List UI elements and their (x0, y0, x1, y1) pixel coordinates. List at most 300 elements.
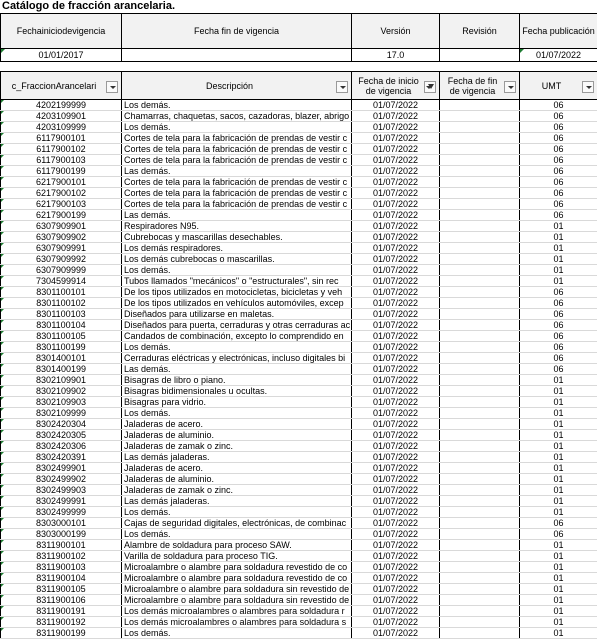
start-date-cell[interactable]: 01/07/2022 (352, 287, 440, 298)
umt-cell[interactable]: 01 (520, 397, 597, 408)
code-cell[interactable] (1, 485, 122, 496)
description-cell[interactable]: Las demás jaladeras. (122, 496, 352, 507)
code-cell[interactable] (1, 353, 122, 364)
start-date-cell[interactable]: 01/07/2022 (352, 122, 440, 133)
umt-cell[interactable]: 01 (520, 276, 597, 287)
column-header-description[interactable] (122, 72, 352, 100)
start-date-cell[interactable]: 01/07/2022 (352, 232, 440, 243)
start-date-cell[interactable]: 01/07/2022 (352, 507, 440, 518)
description-cell[interactable]: Los demás. (122, 100, 352, 111)
end-date-cell[interactable] (440, 122, 520, 133)
description-cell[interactable]: Chamarras, chaquetas, sacos, cazadoras, blazer, abrigo (122, 111, 352, 122)
code-cell[interactable] (1, 254, 122, 265)
end-date-cell[interactable] (440, 386, 520, 397)
code-cell[interactable] (1, 386, 122, 397)
end-date-cell[interactable] (440, 276, 520, 287)
code-cell[interactable] (1, 265, 122, 276)
code-value: 8311900192 (36, 617, 86, 627)
umt-cell[interactable]: 06 (520, 100, 597, 111)
end-date-cell[interactable] (440, 441, 520, 452)
code-cell[interactable] (1, 507, 122, 518)
end-date-cell[interactable] (440, 298, 520, 309)
code-value: 8301100104 (36, 320, 86, 330)
umt-cell[interactable]: 01 (520, 496, 597, 507)
cell-error-indicator-icon (1, 342, 4, 345)
umt-cell[interactable]: 06 (520, 320, 597, 331)
start-date-cell[interactable]: 01/07/2022 (352, 573, 440, 584)
start-date-cell[interactable]: 01/07/2022 (352, 386, 440, 397)
end-date-cell[interactable] (440, 353, 520, 364)
end-date-cell[interactable] (440, 166, 520, 177)
description-cell[interactable]: Las demás. (122, 364, 352, 375)
table-row (1, 573, 597, 584)
code-cell[interactable] (1, 276, 122, 287)
code-cell[interactable] (1, 287, 122, 298)
umt-cell[interactable]: 06 (520, 287, 597, 298)
start-date-cell[interactable]: 01/07/2022 (352, 199, 440, 210)
start-date-cell[interactable]: 01/07/2022 (352, 364, 440, 375)
table-row (1, 353, 597, 364)
end-date-cell[interactable] (440, 309, 520, 320)
start-date-cell[interactable]: 01/07/2022 (352, 408, 440, 419)
umt-cell[interactable]: 01 (520, 540, 597, 551)
code-cell[interactable] (1, 551, 122, 562)
description-cell[interactable]: Microalambre o alambre para soldadura sin revestido de (122, 595, 352, 606)
umt-cell[interactable]: 01 (520, 452, 597, 463)
code-cell[interactable] (1, 496, 122, 507)
description-cell[interactable]: Cubrebocas y mascarillas desechables. (122, 232, 352, 243)
umt-cell[interactable]: 01 (520, 606, 597, 617)
start-date-cell[interactable]: 01/07/2022 (352, 111, 440, 122)
code-cell[interactable] (1, 199, 122, 210)
description-cell[interactable]: Los demás microalambres o alambres para soldadura r (122, 606, 352, 617)
code-value: 8302420305 (35, 430, 87, 440)
start-date-cell[interactable]: 01/07/2022 (352, 584, 440, 595)
umt-cell[interactable]: 01 (520, 474, 597, 485)
umt-cell[interactable]: 06 (520, 210, 597, 221)
description-cell[interactable]: Los demás. (122, 408, 352, 419)
code-cell[interactable] (1, 452, 122, 463)
start-date-cell[interactable]: 01/07/2022 (352, 100, 440, 111)
meta-header-version[interactable]: Versión (352, 14, 440, 49)
code-value: 4203109901 (35, 111, 87, 121)
column-header-description-label: Descripción (205, 80, 254, 91)
description-cell[interactable]: Los demás. (122, 122, 352, 133)
umt-cell[interactable]: 01 (520, 617, 597, 628)
description-cell[interactable]: Las demás. (122, 166, 352, 177)
end-date-cell[interactable] (440, 375, 520, 386)
code-cell[interactable] (1, 364, 122, 375)
end-date-cell[interactable] (440, 540, 520, 551)
code-cell[interactable] (1, 518, 122, 529)
column-header-umt[interactable] (520, 72, 597, 100)
start-date-cell[interactable]: 01/07/2022 (352, 496, 440, 507)
end-date-cell[interactable] (440, 111, 520, 122)
description-cell[interactable]: Los demás. (122, 507, 352, 518)
filter-active-dropdown-icon[interactable] (424, 81, 436, 93)
description-cell[interactable]: Los demás respiradores. (122, 243, 352, 254)
start-date-cell[interactable]: 01/07/2022 (352, 221, 440, 232)
cell-error-indicator-icon (1, 243, 4, 246)
code-cell[interactable] (1, 375, 122, 386)
meta-header-start-date[interactable]: Fechainiciodevigencia (1, 14, 122, 49)
umt-cell[interactable]: 01 (520, 243, 597, 254)
code-cell[interactable] (1, 628, 122, 639)
start-date-cell[interactable]: 01/07/2022 (352, 595, 440, 606)
filter-dropdown-icon[interactable] (582, 81, 594, 93)
end-date-cell[interactable] (440, 232, 520, 243)
description-cell[interactable]: Cortes de tela para la fabricación de prendas de vestir c (122, 155, 352, 166)
cell-error-indicator-icon (1, 496, 4, 499)
start-date-cell[interactable]: 01/07/2022 (352, 298, 440, 309)
end-date-cell[interactable] (440, 551, 520, 562)
start-date-cell[interactable]: 01/07/2022 (352, 144, 440, 155)
table-row (1, 111, 597, 122)
umt-cell[interactable]: 01 (520, 221, 597, 232)
code-value: 6307909901 (35, 221, 87, 231)
code-cell[interactable] (1, 474, 122, 485)
table-row (1, 628, 597, 639)
umt-cell[interactable]: 06 (520, 342, 597, 353)
start-date-cell[interactable]: 01/07/2022 (352, 562, 440, 573)
description-cell[interactable]: Los demás. (122, 628, 352, 639)
table-row (1, 287, 597, 298)
cell-error-indicator-icon (1, 144, 4, 147)
description-cell[interactable]: Jaladeras de zamak o zinc. (122, 485, 352, 496)
start-date-cell[interactable]: 01/07/2022 (352, 243, 440, 254)
end-date-cell[interactable] (440, 199, 520, 210)
start-date-cell[interactable]: 01/07/2022 (352, 342, 440, 353)
code-cell[interactable] (1, 397, 122, 408)
code-cell[interactable] (1, 617, 122, 628)
code-value: 6217900199 (35, 210, 87, 220)
start-date-cell[interactable]: 01/07/2022 (352, 441, 440, 452)
cell-error-indicator-icon (1, 540, 4, 543)
umt-cell[interactable]: 01 (520, 254, 597, 265)
code-cell[interactable] (1, 309, 122, 320)
code-cell[interactable] (1, 595, 122, 606)
column-header-end-date[interactable] (440, 72, 520, 100)
umt-cell[interactable]: 01 (520, 595, 597, 606)
filter-dropdown-icon[interactable] (504, 81, 516, 93)
cell-error-indicator-icon (1, 276, 4, 279)
description-cell[interactable]: Cortes de tela para la fabricación de prendas de vestir c (122, 133, 352, 144)
funnel-icon (428, 84, 434, 89)
description-cell[interactable]: Alambre de soldadura para proceso SAW. (122, 540, 352, 551)
code-cell[interactable] (1, 584, 122, 595)
start-date-cell[interactable]: 01/07/2022 (352, 540, 440, 551)
code-cell[interactable] (1, 441, 122, 452)
column-header-code[interactable] (1, 72, 122, 100)
description-cell[interactable]: Bisagras de libro o piano. (122, 375, 352, 386)
description-cell[interactable]: Jaladeras de acero. (122, 463, 352, 474)
description-cell[interactable]: De los tipos utilizados en vehículos automóviles, excep (122, 298, 352, 309)
start-date-cell[interactable]: 01/07/2022 (352, 529, 440, 540)
umt-cell[interactable]: 06 (520, 144, 597, 155)
code-value: 8302499991 (35, 496, 87, 506)
table-row (1, 441, 597, 452)
end-date-cell[interactable] (440, 452, 520, 463)
umt-cell[interactable]: 01 (520, 562, 597, 573)
end-date-cell[interactable] (440, 562, 520, 573)
description-cell[interactable]: Los demás microalambres o alambres para soldadura s (122, 617, 352, 628)
start-date-cell[interactable]: 01/07/2022 (352, 177, 440, 188)
cell-error-indicator-icon (1, 507, 4, 510)
description-cell[interactable]: De los tipos utilizados en motocicletas, bicicletas y veh (122, 287, 352, 298)
code-cell[interactable] (1, 221, 122, 232)
umt-cell[interactable]: 06 (520, 331, 597, 342)
umt-cell[interactable]: 01 (520, 507, 597, 518)
meta-publication-date-cell[interactable] (520, 49, 597, 62)
start-date-cell[interactable]: 01/07/2022 (352, 430, 440, 441)
umt-cell[interactable]: 01 (520, 265, 597, 276)
code-cell[interactable] (1, 144, 122, 155)
description-cell[interactable]: Microalambre o alambre para soldadura revestido de co (122, 562, 352, 573)
description-cell[interactable]: Los demás. (122, 529, 352, 540)
table-row (1, 133, 597, 144)
meta-revision-cell[interactable] (440, 49, 520, 62)
end-date-cell[interactable] (440, 419, 520, 430)
umt-cell[interactable]: 06 (520, 188, 597, 199)
description-cell[interactable]: Microalambre o alambre para soldadura revestido de co (122, 573, 352, 584)
umt-cell[interactable]: 01 (520, 408, 597, 419)
end-date-cell[interactable] (440, 210, 520, 221)
end-date-cell[interactable] (440, 177, 520, 188)
umt-cell[interactable]: 06 (520, 111, 597, 122)
start-date-cell[interactable]: 01/07/2022 (352, 166, 440, 177)
description-cell[interactable]: Jaladeras de aluminio. (122, 430, 352, 441)
code-cell[interactable] (1, 243, 122, 254)
end-date-cell[interactable] (440, 320, 520, 331)
end-date-cell[interactable] (440, 254, 520, 265)
description-cell[interactable]: Jaladeras de aluminio. (122, 474, 352, 485)
start-date-cell[interactable]: 01/07/2022 (352, 485, 440, 496)
table-row (1, 430, 597, 441)
start-date-cell[interactable]: 01/07/2022 (352, 474, 440, 485)
end-date-cell[interactable] (440, 518, 520, 529)
description-cell[interactable]: Bisagras para vidrio. (122, 397, 352, 408)
code-cell[interactable] (1, 166, 122, 177)
end-date-cell[interactable] (440, 397, 520, 408)
code-cell[interactable] (1, 100, 122, 111)
start-date-cell[interactable]: 01/07/2022 (352, 551, 440, 562)
code-value: 8311900105 (36, 584, 86, 594)
end-date-cell[interactable] (440, 496, 520, 507)
table-row (1, 254, 597, 265)
end-date-cell[interactable] (440, 573, 520, 584)
umt-cell[interactable]: 06 (520, 199, 597, 210)
start-date-cell[interactable]: 01/07/2022 (352, 463, 440, 474)
description-cell[interactable]: Jaladeras de zamak o zinc. (122, 441, 352, 452)
end-date-cell[interactable] (440, 474, 520, 485)
start-date-cell[interactable]: 01/07/2022 (352, 254, 440, 265)
start-date-cell[interactable]: 01/07/2022 (352, 320, 440, 331)
code-cell[interactable] (1, 606, 122, 617)
description-cell[interactable]: Los demás. (122, 265, 352, 276)
description-cell[interactable]: Jaladeras de acero. (122, 419, 352, 430)
end-date-cell[interactable] (440, 529, 520, 540)
umt-cell[interactable]: 06 (520, 298, 597, 309)
end-date-cell[interactable] (440, 221, 520, 232)
umt-cell[interactable]: 01 (520, 485, 597, 496)
code-cell[interactable] (1, 122, 122, 133)
meta-start-date-cell[interactable] (1, 49, 122, 62)
cell-error-indicator-icon (1, 419, 4, 422)
code-cell[interactable] (1, 232, 122, 243)
code-cell[interactable] (1, 111, 122, 122)
end-date-cell[interactable] (440, 133, 520, 144)
start-date-cell[interactable]: 01/07/2022 (352, 309, 440, 320)
end-date-cell[interactable] (440, 331, 520, 342)
description-cell[interactable]: Cajas de seguridad digitales, electrónicas, de combinac (122, 518, 352, 529)
end-date-cell[interactable] (440, 287, 520, 298)
end-date-cell[interactable] (440, 430, 520, 441)
end-date-cell[interactable] (440, 265, 520, 276)
code-cell[interactable] (1, 562, 122, 573)
description-cell[interactable]: Varilla de soldadura para proceso TIG. (122, 551, 352, 562)
code-cell[interactable] (1, 540, 122, 551)
umt-cell[interactable]: 06 (520, 529, 597, 540)
meta-header-end-date[interactable]: Fecha fin de vigencia (122, 14, 352, 49)
meta-header-revision[interactable]: Revisión (440, 14, 520, 49)
meta-header-publication-date[interactable]: Fecha publicación (520, 14, 597, 49)
description-cell[interactable]: Tubos llamados "mecánicos" o "estructurales", sin rec (122, 276, 352, 287)
filter-dropdown-icon[interactable] (336, 81, 348, 93)
cell-error-indicator-icon (1, 595, 4, 598)
code-cell[interactable] (1, 419, 122, 430)
umt-cell[interactable]: 06 (520, 309, 597, 320)
umt-cell[interactable]: 06 (520, 177, 597, 188)
umt-cell[interactable]: 06 (520, 518, 597, 529)
description-cell[interactable]: Las demás jaladeras. (122, 452, 352, 463)
start-date-cell[interactable]: 01/07/2022 (352, 331, 440, 342)
code-cell[interactable] (1, 331, 122, 342)
start-date-cell[interactable]: 01/07/2022 (352, 265, 440, 276)
code-cell[interactable] (1, 408, 122, 419)
end-date-cell[interactable] (440, 507, 520, 518)
end-date-cell[interactable] (440, 243, 520, 254)
cell-error-indicator-icon (1, 518, 4, 521)
description-cell[interactable]: Cerraduras eléctricas y electrónicas, incluso digitales bi (122, 353, 352, 364)
start-date-cell[interactable]: 01/07/2022 (352, 133, 440, 144)
code-cell[interactable] (1, 320, 122, 331)
end-date-cell[interactable] (440, 628, 520, 639)
end-date-cell[interactable] (440, 584, 520, 595)
column-header-start-date[interactable] (352, 72, 440, 100)
code-cell[interactable] (1, 188, 122, 199)
umt-cell[interactable]: 01 (520, 573, 597, 584)
start-date-cell[interactable]: 01/07/2022 (352, 452, 440, 463)
umt-cell[interactable]: 01 (520, 232, 597, 243)
start-date-cell[interactable]: 01/07/2022 (352, 628, 440, 639)
end-date-cell[interactable] (440, 144, 520, 155)
code-cell[interactable] (1, 133, 122, 144)
umt-cell[interactable]: 01 (520, 463, 597, 474)
umt-cell[interactable]: 01 (520, 375, 597, 386)
description-cell[interactable]: Cortes de tela para la fabricación de prendas de vestir c (122, 144, 352, 155)
code-cell[interactable] (1, 298, 122, 309)
code-cell[interactable] (1, 463, 122, 474)
end-date-cell[interactable] (440, 155, 520, 166)
umt-cell[interactable]: 06 (520, 166, 597, 177)
end-date-cell[interactable] (440, 100, 520, 111)
description-cell[interactable]: Cortes de tela para la fabricación de prendas de vestir c (122, 177, 352, 188)
umt-cell[interactable]: 06 (520, 353, 597, 364)
start-date-cell[interactable]: 01/07/2022 (352, 617, 440, 628)
description-cell[interactable]: Los demás. (122, 342, 352, 353)
umt-cell[interactable]: 01 (520, 386, 597, 397)
umt-cell[interactable]: 01 (520, 584, 597, 595)
description-cell[interactable]: Los demás cubrebocas o mascarillas. (122, 254, 352, 265)
description-cell[interactable]: Candados de combinación, excepto lo comprendido en (122, 331, 352, 342)
filter-dropdown-icon[interactable] (106, 81, 118, 93)
description-cell[interactable]: Respiradores N95. (122, 221, 352, 232)
end-date-cell[interactable] (440, 485, 520, 496)
umt-cell[interactable]: 01 (520, 430, 597, 441)
end-date-cell[interactable] (440, 606, 520, 617)
table-body (1, 100, 597, 639)
code-cell[interactable] (1, 210, 122, 221)
start-date-cell[interactable]: 01/07/2022 (352, 375, 440, 386)
start-date-cell[interactable]: 01/07/2022 (352, 210, 440, 221)
start-date-cell[interactable]: 01/07/2022 (352, 606, 440, 617)
description-cell[interactable]: Las demás. (122, 210, 352, 221)
description-cell[interactable]: Microalambre o alambre para soldadura sin revestido de (122, 584, 352, 595)
code-cell[interactable] (1, 529, 122, 540)
start-date-cell[interactable]: 01/07/2022 (352, 276, 440, 287)
column-header-umt-label: UMT (541, 80, 562, 91)
meta-end-date-cell[interactable] (122, 49, 352, 62)
end-date-cell[interactable] (440, 463, 520, 474)
umt-cell[interactable]: 06 (520, 155, 597, 166)
description-cell[interactable]: Diseñados para utilizarse en maletas. (122, 309, 352, 320)
code-cell[interactable] (1, 177, 122, 188)
umt-cell[interactable]: 01 (520, 628, 597, 639)
code-value: 6307909999 (35, 265, 87, 275)
end-date-cell[interactable] (440, 408, 520, 419)
umt-cell[interactable]: 06 (520, 133, 597, 144)
start-date-cell[interactable]: 01/07/2022 (352, 397, 440, 408)
umt-cell[interactable]: 01 (520, 441, 597, 452)
meta-start-date-value: 01/01/2017 (38, 50, 84, 60)
umt-cell[interactable]: 01 (520, 419, 597, 430)
meta-version-cell[interactable]: 17.0 (352, 49, 440, 62)
end-date-cell[interactable] (440, 364, 520, 375)
umt-cell[interactable]: 01 (520, 551, 597, 562)
end-date-cell[interactable] (440, 595, 520, 606)
end-date-cell[interactable] (440, 617, 520, 628)
code-cell[interactable] (1, 573, 122, 584)
start-date-cell[interactable]: 01/07/2022 (352, 518, 440, 529)
code-cell[interactable] (1, 155, 122, 166)
code-value: 8301100103 (36, 309, 86, 319)
description-cell[interactable]: Diseñados para puerta, cerraduras y otras cerraduras ac (122, 320, 352, 331)
end-date-cell[interactable] (440, 188, 520, 199)
code-cell[interactable] (1, 430, 122, 441)
end-date-cell[interactable] (440, 342, 520, 353)
description-cell[interactable]: Cortes de tela para la fabricación de prendas de vestir c (122, 199, 352, 210)
start-date-cell[interactable]: 01/07/2022 (352, 155, 440, 166)
code-cell[interactable] (1, 342, 122, 353)
code-value: 8301100199 (36, 342, 86, 352)
description-cell[interactable]: Bisagras bidimensionales u ocultas. (122, 386, 352, 397)
start-date-cell[interactable]: 01/07/2022 (352, 188, 440, 199)
description-cell[interactable]: Cortes de tela para la fabricación de prendas de vestir c (122, 188, 352, 199)
umt-cell[interactable]: 06 (520, 122, 597, 133)
start-date-cell[interactable]: 01/07/2022 (352, 419, 440, 430)
umt-cell[interactable]: 06 (520, 364, 597, 375)
start-date-cell[interactable]: 01/07/2022 (352, 353, 440, 364)
